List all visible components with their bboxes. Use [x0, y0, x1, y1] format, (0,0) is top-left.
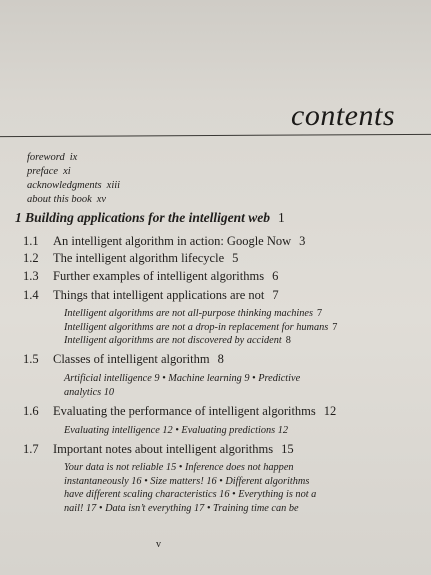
front-matter-item: foreword ix [27, 152, 78, 163]
front-matter-item: preface xi [27, 166, 71, 177]
section-entry: 1.2 The intelligent algorithm lifecycle 5 [23, 251, 239, 265]
section-entry: 1.5 Classes of intelligent algorithm 8 [23, 352, 224, 366]
front-matter-list [27, 151, 120, 207]
section-entry: 1.3 Further examples of intelligent algorithms 6 [23, 269, 279, 283]
front-matter-item: about this book xv [27, 194, 107, 205]
front-matter-item: acknowledgments xiii [27, 180, 121, 191]
subsection-entry: Intelligent algorithms are not a drop-in replacement for humans 7 [64, 322, 338, 333]
subsection-entry: Intelligent algorithms are not all-purpose thinking machines 7 [64, 308, 323, 319]
chapter-number: 1 [15, 210, 22, 225]
section-entry: 1.1 An intelligent algorithm in action: Google Now 3 [23, 234, 306, 248]
subsection-entry: Intelligent algorithms are not discovered by accident 8 [64, 335, 291, 346]
section-entry: 1.7 Important notes about intelligent algorithms 15 [23, 442, 294, 456]
section-entry: 1.4 Things that intelligent applications are not 7 [23, 288, 279, 302]
page-number: v [156, 539, 161, 550]
subsection-block: Your data is not reliable 15 • Inference does not happen instantaneously 16 • Size matters! 16 • Different algorithms have different scaling characteristics 16 • Everything is not a nail! 17 • Data isn’t everything 17 • Training time can be [64, 462, 317, 514]
chapter-page: 1 [278, 210, 285, 225]
chapter-title: Building applications for the intelligent web [25, 210, 271, 225]
subsection-block: Artificial intelligence 9 • Machine learning 9 • Predictive analytics 10 [64, 373, 301, 398]
section-entry: 1.6 Evaluating the performance of intelligent algorithms 12 [23, 404, 337, 418]
page-title: contents [291, 99, 395, 132]
subsection-block: Evaluating intelligence 12 • Evaluating predictions 12 [64, 425, 288, 436]
title-rule [0, 134, 431, 137]
chapter-heading [15, 210, 285, 226]
